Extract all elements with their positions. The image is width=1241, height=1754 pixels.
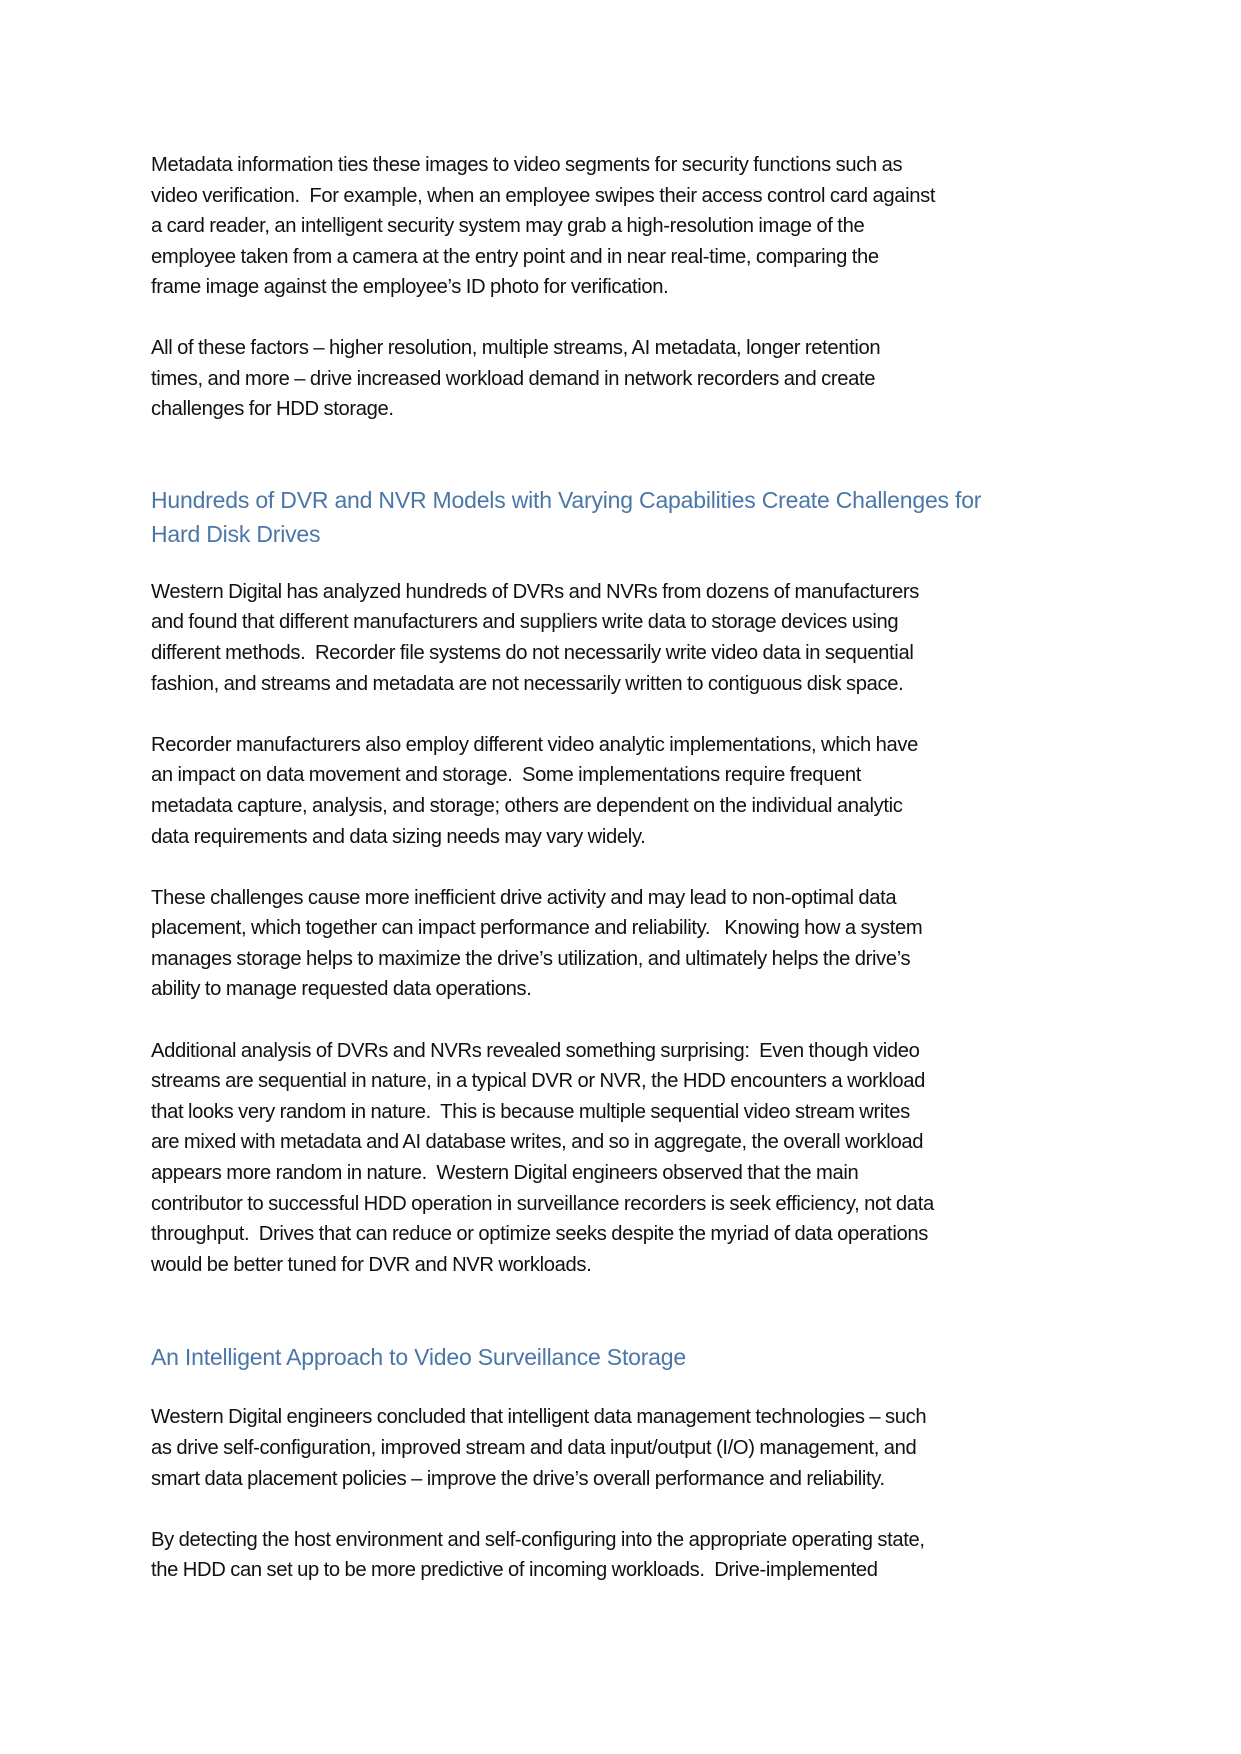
text-line: Western Digital has analyzed hundreds of DVRs and NVRs from dozens of manufacturers (151, 580, 919, 603)
heading-line: Hard Disk Drives (151, 520, 321, 547)
text-line: placement, which together can impact performance and reliability. Knowing how a system (151, 917, 923, 940)
document-body (151, 150, 1101, 1617)
paragraph-wd-engineers-concluded (151, 1402, 1101, 1494)
text-line: the HDD can set up to be more predictive of incoming workloads. Drive-implemented (151, 1559, 878, 1582)
paragraph-host-detection (151, 1525, 1101, 1586)
text-line: metadata capture, analysis, and storage; others are dependent on the individual analytic (151, 794, 903, 817)
heading-line: Hundreds of DVR and NVR Models with Varying Capabilities Create Challenges for (151, 486, 982, 513)
text-line: appears more random in nature. Western Digital engineers observed that the main (151, 1162, 859, 1185)
text-line: are mixed with metadata and AI database writes, and so in aggregate, the overall workload (151, 1131, 924, 1154)
section-heading-intelligent-approach (151, 1340, 1101, 1374)
text-line: Western Digital engineers concluded that intelligent data management technologies – such (151, 1406, 927, 1429)
paragraph-video-analytics (151, 730, 1101, 852)
text-line: fashion, and streams and metadata are not necessarily written to contiguous disk space. (151, 672, 904, 695)
text-line: times, and more – drive increased workload demand in network recorders and create (151, 367, 876, 390)
paragraph-workload-factors (151, 333, 1101, 425)
paragraph-additional-analysis (151, 1036, 1101, 1281)
text-line: video verification. For example, when an employee swipes their access control card against (151, 184, 936, 207)
text-line: All of these factors – higher resolution, multiple streams, AI metadata, longer retention (151, 336, 881, 359)
text-line: contributor to successful HDD operation in surveillance recorders is seek efficiency, not data (151, 1192, 934, 1215)
text-line: manages storage helps to maximize the drive’s utilization, and ultimately helps the drive’s (151, 947, 911, 970)
text-line: ability to manage requested data operations. (151, 978, 532, 1001)
text-line: By detecting the host environment and self-configuring into the appropriate operating state, (151, 1528, 925, 1551)
text-line: a card reader, an intelligent security system may grab a high-resolution image of the (151, 215, 865, 238)
section-heading-dvr-nvr-challenges (151, 483, 1101, 551)
text-line: Recorder manufacturers also employ different video analytic implementations, which have (151, 733, 918, 756)
text-line: employee taken from a camera at the entry point and in near real-time, comparing the (151, 245, 879, 268)
text-line: and found that different manufacturers and suppliers write data to storage devices using (151, 611, 899, 634)
paragraph-wd-analysis (151, 577, 1101, 699)
text-line: that looks very random in nature. This is because multiple sequential video stream writes (151, 1100, 910, 1123)
text-line: challenges for HDD storage. (151, 398, 394, 421)
paragraph-metadata-verification (151, 150, 1101, 303)
text-line: as drive self-configuration, improved stream and data input/output (I/O) management, and (151, 1437, 917, 1459)
paragraph-inefficient-activity (151, 883, 1101, 1005)
text-line: frame image against the employee’s ID photo for verification. (151, 276, 669, 299)
text-line: data requirements and data sizing needs may vary widely. (151, 825, 646, 848)
text-line: These challenges cause more inefficient drive activity and may lead to non-optimal data (151, 886, 897, 909)
text-line: throughput. Drives that can reduce or optimize seeks despite the myriad of data operations (151, 1223, 928, 1246)
text-line: streams are sequential in nature, in a typical DVR or NVR, the HDD encounters a workload (151, 1070, 926, 1093)
text-line: Additional analysis of DVRs and NVRs revealed something surprising: Even though video (151, 1039, 920, 1062)
text-line: smart data placement policies – improve the drive’s overall performance and reliability. (151, 1467, 885, 1490)
text-line: would be better tuned for DVR and NVR workloads. (151, 1253, 592, 1276)
text-line: Metadata information ties these images to video segments for security functions such as (151, 154, 903, 176)
text-line: an impact on data movement and storage. Some implementations require frequent (151, 764, 862, 787)
heading-line: An Intelligent Approach to Video Surveillance Storage (151, 1344, 686, 1371)
text-line: different methods. Recorder file systems do not necessarily write video data in sequential (151, 641, 914, 664)
